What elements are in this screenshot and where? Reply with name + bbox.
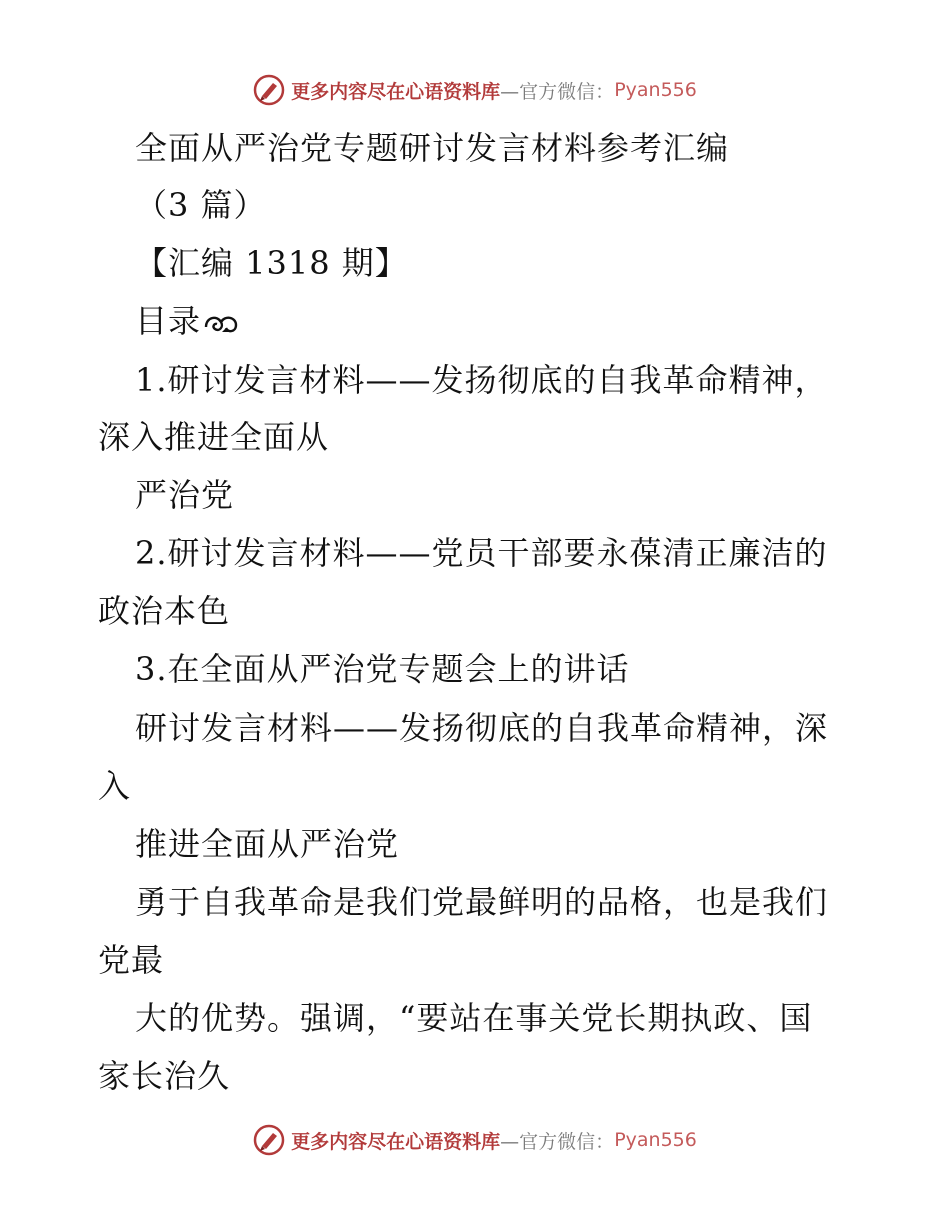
- paragraph-line-3: 大的优势。强调，“要站在事关党长期执政、国: [135, 999, 813, 1037]
- pen-logo-icon: [253, 1124, 285, 1156]
- toc-item-3-line-1: 3.在全面从严治党专题会上的讲话: [135, 650, 630, 688]
- pen-logo-icon: [253, 74, 285, 106]
- section-heading-line-2: 入: [98, 767, 132, 805]
- watermark-sub-text: —官方微信：: [500, 1130, 615, 1153]
- paragraph-line-2: 党最: [98, 941, 165, 979]
- document-title-line-1: 全面从严治党专题研讨发言材料参考汇编: [135, 129, 730, 167]
- section-heading-line-1: 研讨发言材料——发扬彻底的自我革命精神，深: [135, 709, 829, 747]
- paragraph-line-1: 勇于自我革命是我们党最鲜明的品格，也是我们: [135, 883, 829, 921]
- section-heading-line-3: 推进全面从严治党: [135, 825, 400, 863]
- swirl-ornament-icon: [203, 311, 239, 337]
- document-title-line-2: （3 篇）: [135, 186, 267, 224]
- toc-heading: [135, 301, 239, 341]
- watermark-main-text: 更多内容尽在心语资料库: [291, 80, 501, 103]
- footer-watermark: [0, 1120, 950, 1160]
- toc-item-2-line-1: 2.研讨发言材料——党员干部要永葆清正廉洁的: [135, 534, 828, 572]
- watermark-sub-text: —官方微信：: [500, 80, 615, 103]
- toc-item-1-line-2: 深入推进全面从: [98, 418, 330, 456]
- toc-label: 目录: [135, 302, 202, 340]
- toc-item-1-line-1: 1.研讨发言材料——发扬彻底的自我革命精神，: [135, 361, 828, 399]
- watermark-main-text: 更多内容尽在心语资料库: [291, 1130, 501, 1153]
- toc-item-1-line-3: 严治党: [135, 476, 235, 514]
- watermark-wechat-id: Pyan556: [614, 1129, 697, 1151]
- toc-item-2-line-2: 政治本色: [98, 592, 231, 630]
- issue-number: 【汇编 1318 期】: [135, 244, 408, 282]
- paragraph-line-4: 家长治久: [98, 1057, 231, 1095]
- watermark-wechat-id: Pyan556: [614, 79, 697, 101]
- header-watermark: [0, 70, 950, 110]
